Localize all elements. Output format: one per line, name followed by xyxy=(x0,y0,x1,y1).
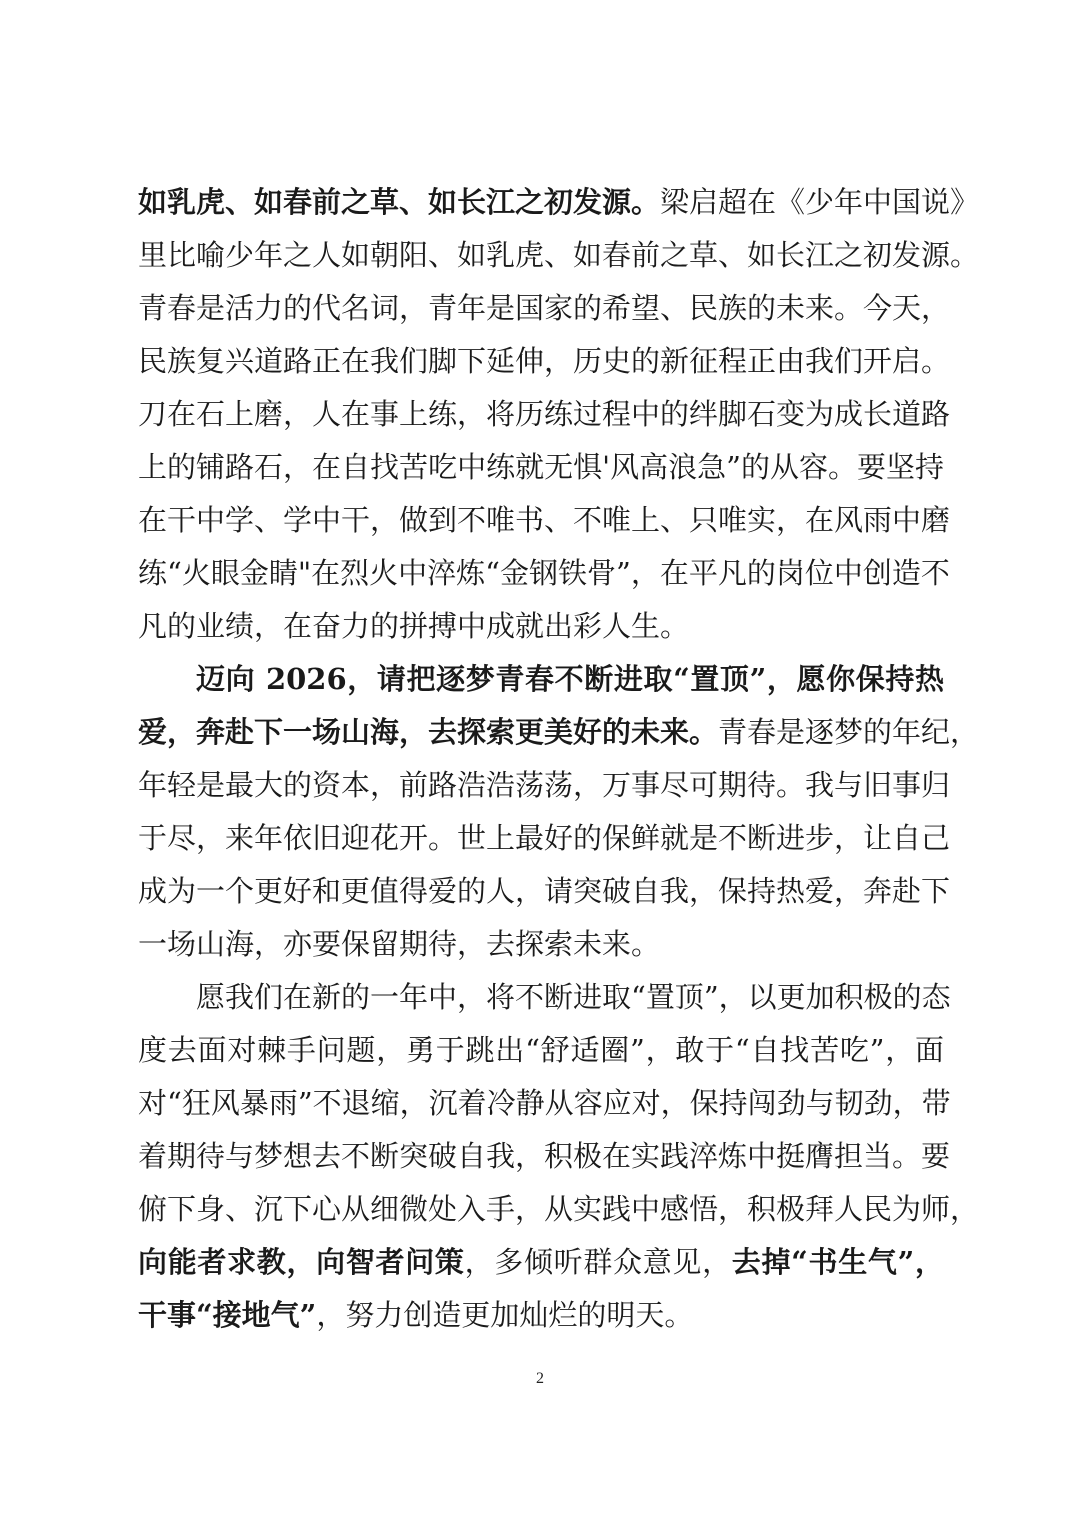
text-line xyxy=(138,282,951,335)
text-line xyxy=(138,229,980,282)
text-run: 爱，奔赴下一场山海，去探索更美好的未来。 xyxy=(138,715,719,749)
page-number: 2 xyxy=(536,1370,544,1387)
text-line xyxy=(138,1024,944,1077)
text-line xyxy=(138,176,980,229)
text-run: 如乳虎、如春前之草、如长江之初发源。 xyxy=(138,185,661,219)
text-line xyxy=(138,759,951,812)
text-run: 刀在石上磨，人在事上练，将历练过程中的绊脚石变为成长道路 xyxy=(138,397,951,431)
text-line xyxy=(138,653,944,706)
text-run: 度去面对棘手问题，勇于跳出“舒适圈”，敢于“自找苦吃”，面 xyxy=(138,1033,944,1067)
text-line xyxy=(138,335,951,388)
text-run: 成为一个更好和更值得爱的人，请突破自我，保持热爱，奔赴下 xyxy=(138,874,951,908)
text-run: 迈向 2026，请把逐梦青春不断进取“置顶”，愿你保持热 xyxy=(196,662,944,696)
text-run: 一场山海，亦要保留期待，去探索未来。 xyxy=(138,927,661,961)
text-line xyxy=(138,600,944,653)
text-run: 干事“接地气” xyxy=(138,1298,317,1332)
body-text xyxy=(138,176,980,1342)
text-run: 青春是逐梦的年纪， xyxy=(718,715,980,749)
text-line xyxy=(138,1077,951,1130)
text-run: 年轻是最大的资本，前路浩浩荡荡，万事尽可期待。我与旧事归 xyxy=(138,768,951,802)
text-run: ，多倾听群众意见， xyxy=(464,1245,732,1279)
text-run: 着期待与梦想去不断突破自我，积极在实践淬炼中挺膺担当。要 xyxy=(138,1139,951,1173)
text-run: 青春是活力的代名词，青年是国家的希望、民族的未来。今天， xyxy=(138,291,951,325)
text-line xyxy=(138,812,951,865)
text-line xyxy=(138,706,980,759)
text-run: 愿我们在新的一年中，将不断进取“置顶”，以更加积极的态 xyxy=(196,980,951,1014)
text-line xyxy=(138,388,951,441)
text-run: 凡的业绩，在奋力的拼搏中成就出彩人生。 xyxy=(138,609,690,643)
text-run: 民族复兴道路正在我们脚下延伸，历史的新征程正由我们开启。 xyxy=(138,344,951,378)
text-line xyxy=(138,494,951,547)
text-line xyxy=(138,1130,951,1183)
text-run: 练“火眼金睛"在烈火中淬炼“金钢铁骨”，在平凡的岗位中创造不 xyxy=(138,556,950,590)
text-line xyxy=(138,1236,944,1289)
text-line xyxy=(138,971,951,1024)
text-run: 里比喻少年之人如朝阳、如乳虎、如春前之草、如长江之初发源。 xyxy=(138,238,980,272)
text-run: 于尽，来年依旧迎花开。世上最好的保鲜就是不断进步，让自己 xyxy=(138,821,951,855)
text-line xyxy=(138,1183,980,1236)
text-run: 向能者求教，向智者问策 xyxy=(138,1245,465,1279)
text-run: 在干中学、学中干，做到不唯书、不唯上、只唯实，在风雨中磨 xyxy=(138,503,951,537)
text-line xyxy=(138,441,944,494)
text-run: 对“狂风暴雨”不退缩，沉着冷静从容应对，保持闯劲与韧劲，带 xyxy=(138,1086,951,1120)
text-run: ，努力创造更加灿烂的明天。 xyxy=(316,1298,694,1332)
text-line xyxy=(138,918,944,971)
text-run: 梁启超在《少年中国说》 xyxy=(660,185,980,219)
text-line xyxy=(138,865,951,918)
text-line xyxy=(138,1289,944,1342)
text-run: 去掉“书生气”， xyxy=(731,1245,944,1279)
text-run: 上的铺路石，在自找苦吃中练就无惧'风高浪急”的从容。要坚持 xyxy=(138,450,944,484)
text-line xyxy=(138,547,950,600)
text-run: 俯下身、沉下心从细微处入手，从实践中感悟，积极拜人民为师， xyxy=(138,1192,980,1226)
